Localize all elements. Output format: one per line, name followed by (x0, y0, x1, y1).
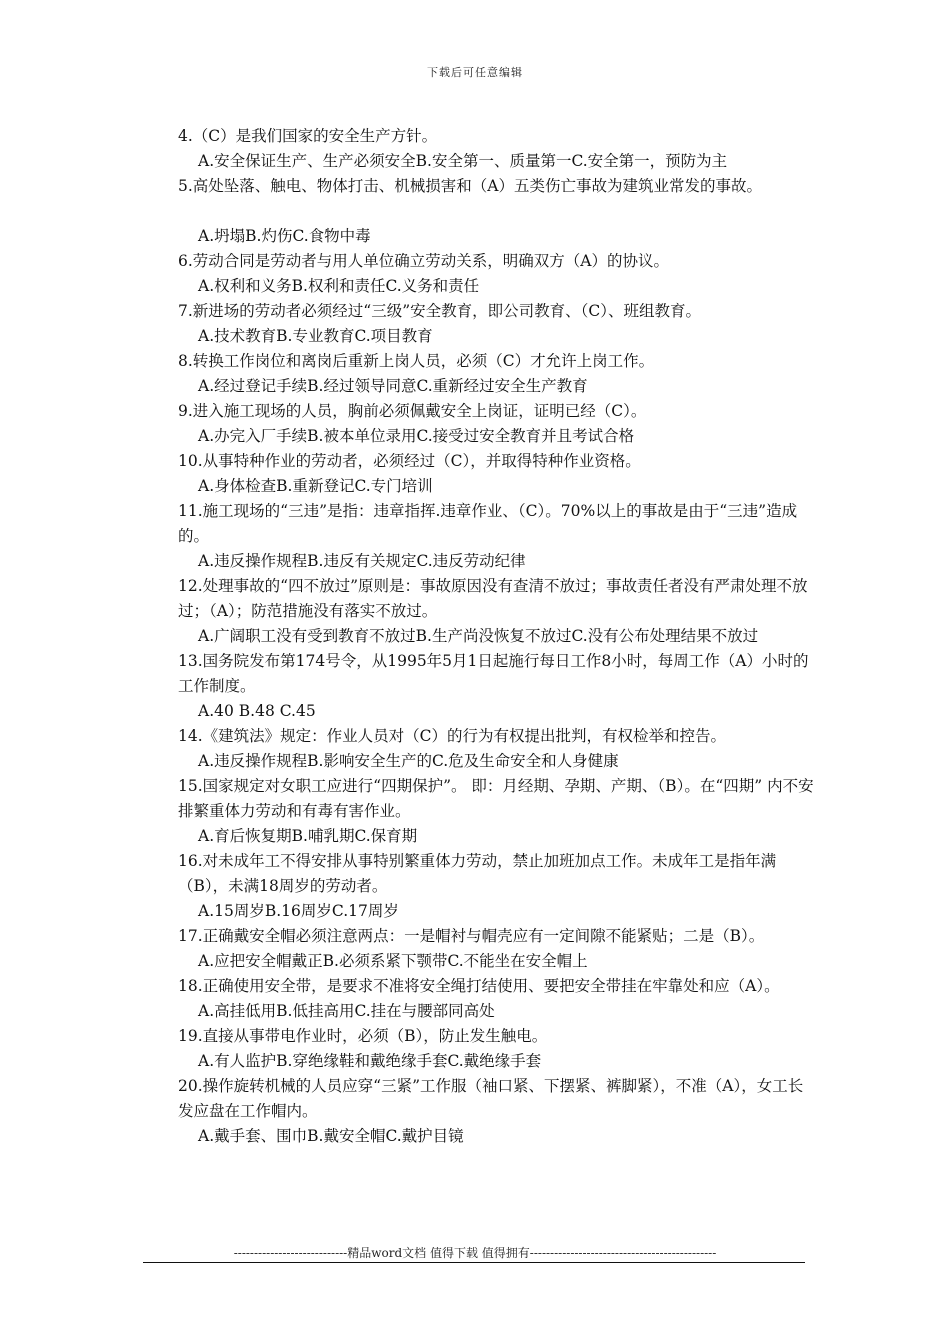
question-17: 17.正确戴安全帽必须注意两点：一是帽衬与帽壳应有一定间隙不能紧贴；二是（B）。 (178, 927, 765, 945)
question-8-options: A.经过登记手续B.经过领导同意C.重新经过安全生产教育 (198, 377, 588, 395)
question-4-options: A.安全保证生产、生产必须安全B.安全第一、质量第一C.安全第一，预防为主 (198, 152, 728, 170)
question-18: 18.正确使用安全带，是要求不准将安全绳打结使用、要把安全带挂在牢靠处和应（A）。 (178, 977, 780, 995)
question-11: 11.施工现场的“三违”是指：违章指挥.违章作业、（C）。70%以上的事故是由于“三违”造成的。 (178, 502, 798, 545)
question-17-options: A.应把安全帽戴正B.必须系紧下颚带C.不能坐在安全帽上 (198, 952, 588, 970)
question-13: 13.国务院发布第174号令，从1995年5月1日起施行每日工作8小时，每周工作（A）小时的工作制度。 (178, 652, 809, 695)
question-6: 6.劳动合同是劳动者与用人单位确立劳动关系，明确双方（A）的协议。 (178, 252, 669, 270)
footer-divider (143, 1262, 805, 1263)
question-4: 4.（C）是我们国家的安全生产方针。 (178, 127, 438, 145)
question-15-options: A.育后恢复期B.哺乳期C.保育期 (198, 827, 418, 845)
question-5-options: A.坍塌B.灼伤C.食物中毒 (198, 227, 371, 245)
question-5: 5.高处坠落、触电、物体打击、机械损害和（A）五类伤亡事故为建筑业常发的事故。 (178, 177, 762, 195)
question-12: 12.处理事故的“四不放过”原则是：事故原因没有查清不放过；事故责任者没有严肃处理不放过；（A）；防范措施没有落实不放过。 (178, 577, 808, 620)
question-11-options: A.违反操作规程B.违反有关规定C.违反劳动纪律 (198, 552, 526, 570)
question-9-options: A.办完入厂手续B.被本单位录用C.接受过安全教育并且考试合格 (198, 427, 635, 445)
question-14: 14.《建筑法》规定：作业人员对（C）的行为有权提出批判，有权检举和控告。 (178, 727, 727, 745)
question-list (178, 124, 818, 1149)
question-7-options: A.技术教育B.专业教育C.项目教育 (198, 327, 433, 345)
question-19: 19.直接从事带电作业时，必须（B），防止发生触电。 (178, 1027, 548, 1045)
question-8: 8.转换工作岗位和离岗后重新上岗人员，必须（C）才允许上岗工作。 (178, 352, 655, 370)
question-13-options: A.40 B.48 C.45 (198, 702, 316, 720)
question-10: 10.从事特种作业的劳动者，必须经过（C），并取得特种作业资格。 (178, 452, 641, 470)
question-15: 15.国家规定对女职工应进行“四期保护”。 即：月经期、孕期、产期、（B）。在“四期” 内不安排繁重体力劳动和有毒有害作业。 (178, 777, 814, 820)
question-9: 9.进入施工现场的人员，胸前必须佩戴安全上岗证，证明已经（C）。 (178, 402, 647, 420)
footer-note: ----------------------------精品word文档 值得下载 值得拥有---------------------------------------------- (233, 1246, 717, 1260)
header-note: 下载后可任意编辑 (427, 66, 523, 79)
question-20: 20.操作旋转机械的人员应穿“三紧”工作服（袖口紧、下摆紧、裤脚紧），不准（A），女工长发应盘在工作帽内。 (178, 1077, 804, 1120)
question-7: 7.新进场的劳动者必须经过“三级”安全教育，即公司教育、（C）、班组教育。 (178, 302, 701, 320)
question-14-options: A.违反操作规程B.影响安全生产的C.危及生命安全和人身健康 (198, 752, 619, 770)
question-19-options: A.有人监护B.穿绝缘鞋和戴绝缘手套C.戴绝缘手套 (198, 1052, 542, 1070)
question-20-options: A.戴手套、围巾B.戴安全帽C.戴护目镜 (198, 1127, 464, 1145)
question-6-options: A.权利和义务B.权利和责任C.义务和责任 (198, 277, 480, 295)
question-16: 16.对未成年工不得安排从事特别繁重体力劳动，禁止加班加点工作。未成年工是指年满（B），未满18周岁的劳动者。 (178, 852, 777, 895)
question-12-options: A.广阔职工没有受到教育不放过B.生产尚没恢复不放过C.没有公布处理结果不放过 (198, 627, 759, 645)
question-18-options: A.高挂低用B.低挂高用C.挂在与腰部同高处 (198, 1002, 495, 1020)
question-10-options: A.身体检查B.重新登记C.专门培训 (198, 477, 433, 495)
question-16-options: A.15周岁B.16周岁C.17周岁 (198, 902, 399, 920)
